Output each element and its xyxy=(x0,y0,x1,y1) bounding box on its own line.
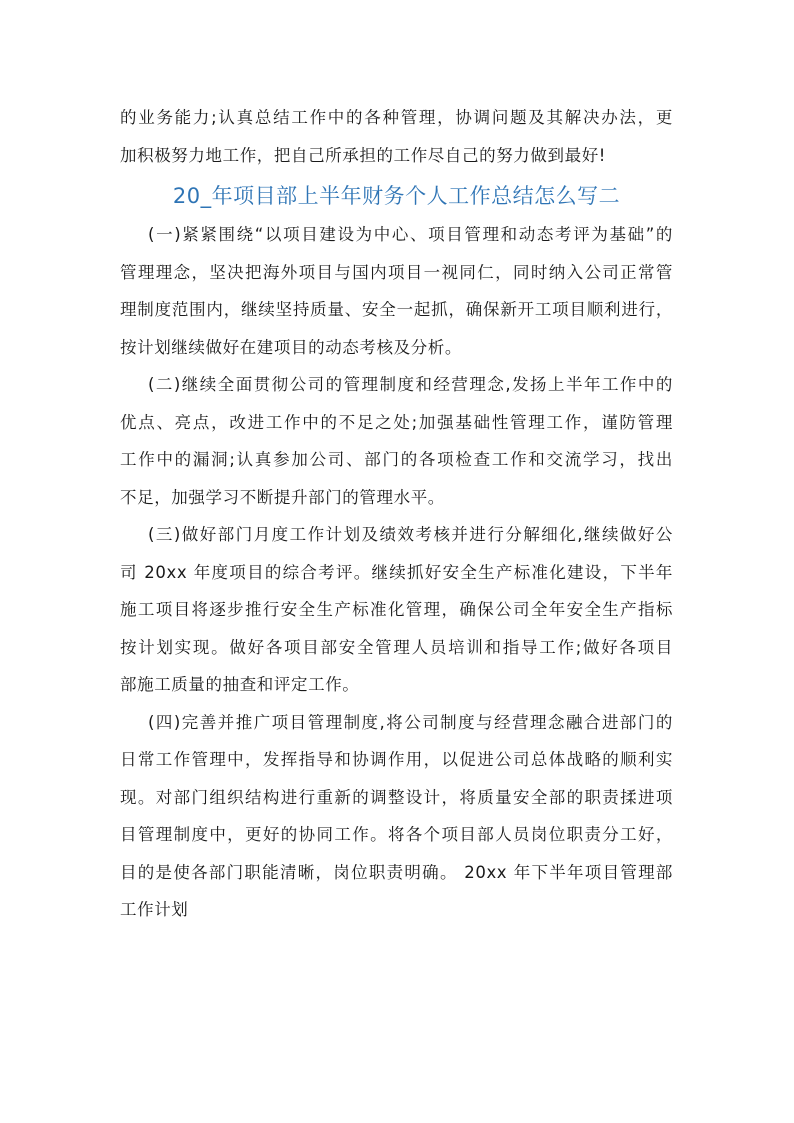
text-line: 工作计划 xyxy=(120,900,189,919)
text-line: 加积极努力地工作，把自己所承担的工作尽自己的努力做到最好! xyxy=(120,145,607,165)
paragraph-4 xyxy=(120,704,673,929)
text-line: 日常工作管理中，发挥指导和协调作用，以促进公司总体战略的顺利实 xyxy=(120,750,673,769)
text-line: 优点、亮点，改进工作中的不足之处;加强基础性管理工作，谨防管理 xyxy=(120,412,673,432)
text-line: 部施工质量的抽查和评定工作。 xyxy=(120,675,360,694)
text-line: 目的是使各部门职能清晰，岗位职责明确。 20xx 年下半年项目管理部 xyxy=(120,862,673,882)
text-line: 理制度范围内，继续坚持质量、安全一起抓，确保新开工项目顺利进行， xyxy=(120,300,673,319)
text-line: (二)继续全面贯彻公司的管理制度和经营理念,发扬上半年工作中的 xyxy=(148,375,673,394)
text-line: (一)紧紧围绕“以项目建设为中心、项目管理和动态考评为基础”的 xyxy=(148,225,673,244)
text-line: (四)完善并推广项目管理制度,将公司制度与经营理念融合进部门的 xyxy=(148,712,673,732)
text-line: 按计划实现。做好各项目部安全管理人员培训和指导工作;做好各项目 xyxy=(120,637,673,657)
text-line: 的业务能力;认真总结工作中的各种管理，协调问题及其解决办法，更 xyxy=(120,108,673,127)
document-page xyxy=(120,99,673,929)
paragraph-1 xyxy=(120,216,673,366)
text-line: (三)做好部门月度工作计划及绩效考核并进行分解细化,继续做好公 xyxy=(148,525,673,544)
text-line: 司 20xx 年度项目的综合考评。继续抓好安全生产标准化建设，下半年 xyxy=(120,562,673,582)
text-line: 目管理制度中，更好的协同工作。将各个项目部人员岗位职责分工好， xyxy=(120,825,673,844)
text-line: 管理理念，坚决把海外项目与国内项目一视同仁，同时纳入公司正常管 xyxy=(120,262,673,282)
text-line: 不足，加强学习不断提升部门的管理水平。 xyxy=(120,487,445,507)
section-heading: 20_年项目部上半年财务个人工作总结怎么写二 xyxy=(172,184,621,208)
text-line: 工作中的漏洞;认真参加公司、部门的各项检查工作和交流学习，找出 xyxy=(120,450,673,469)
paragraph-2 xyxy=(120,366,673,516)
intro-paragraph xyxy=(120,99,673,174)
text-line: 现。对部门组织结构进行重新的调整设计，将质量安全部的职责揉进项 xyxy=(120,787,673,807)
text-line: 按计划继续做好在建项目的动态考核及分析。 xyxy=(120,337,462,357)
paragraph-3 xyxy=(120,516,673,704)
text-line: 施工项目将逐步推行安全生产标准化管理，确保公司全年安全生产指标 xyxy=(120,600,673,619)
